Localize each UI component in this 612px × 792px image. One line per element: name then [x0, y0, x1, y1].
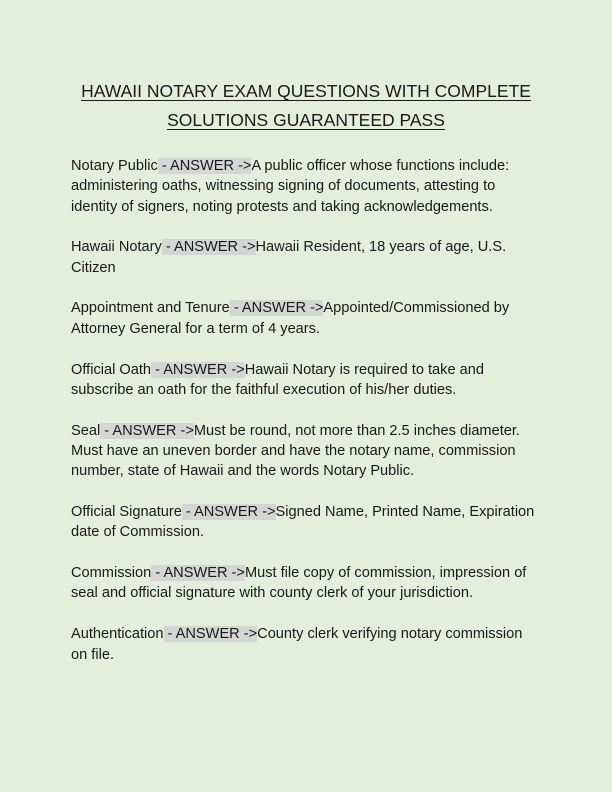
qa-entry-authentication	[71, 624, 541, 665]
term: Commission	[71, 565, 152, 582]
qa-entry-notary-public	[71, 156, 541, 217]
answer-marker: - ANSWER ->	[151, 361, 245, 378]
answer: Must be round, not more than 2.5 inches diameter. Must have an uneven border and have the notary name, commission number, state of Hawaii and the words Notary Public.	[71, 422, 520, 480]
answer-marker: - ANSWER ->	[161, 239, 256, 256]
answer: Appointed/Commissioned by Attorney General for a term of 4 years.	[71, 300, 510, 337]
qa-entry-appointment-and-tenure	[71, 298, 541, 339]
answer: Hawaii Notary is required to take and subscribe an oath for the faithful execution of his/her duties.	[71, 361, 484, 398]
qa-entry-commission	[71, 563, 541, 604]
term: Official Signature	[71, 504, 182, 521]
term: Official Oath	[71, 361, 152, 378]
term: Seal	[71, 422, 101, 439]
title-line-1: HAWAII NOTARY EXAM QUESTIONS WITH COMPLETE	[81, 81, 531, 101]
answer-marker: - ANSWER ->	[157, 158, 252, 174]
qa-entry-hawaii-notary	[71, 237, 541, 278]
qa-entry-seal	[71, 421, 541, 482]
answer: A public officer whose functions include: administering oaths, witnessing signing of documents, attesting to identity of signers, noting protests and taking acknowledgements.	[71, 158, 510, 215]
title-line-2: SOLUTIONS GUARANTEED PASS	[167, 110, 445, 130]
document-title	[60, 77, 552, 135]
answer: County clerk verifying notary commission on file.	[71, 626, 523, 663]
answer: Hawaii Resident, 18 years of age, U.S. Citizen	[71, 239, 507, 276]
answer-marker: - ANSWER ->	[163, 626, 258, 643]
answer: Signed Name, Printed Name, Expiration date of Commission.	[71, 504, 535, 541]
answer-marker: - ANSWER ->	[181, 504, 276, 521]
answer-marker: - ANSWER ->	[100, 422, 194, 439]
answer: Must file copy of commission, impression of seal and official signature with county clerk of your jurisdiction.	[71, 565, 527, 602]
term: Hawaii Notary	[71, 239, 162, 256]
qa-entry-official-oath	[71, 360, 541, 401]
answer-marker: - ANSWER ->	[151, 565, 245, 582]
term: Authentication	[71, 626, 164, 643]
term: Appointment and Tenure	[71, 300, 230, 317]
term: Notary Public	[71, 158, 158, 174]
qa-entry-official-signature	[71, 502, 541, 543]
qa-list	[71, 156, 541, 685]
answer-marker: - ANSWER ->	[229, 300, 324, 317]
